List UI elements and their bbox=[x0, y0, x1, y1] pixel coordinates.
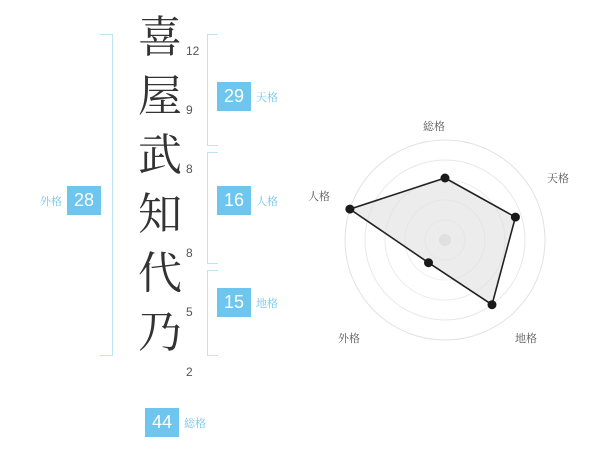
tenkaku-value: 29 bbox=[217, 82, 251, 111]
jinkaku-value: 16 bbox=[217, 186, 251, 215]
radar-axis-label-tenkaku: 天格 bbox=[547, 172, 569, 185]
stroke-count-6: 2 bbox=[186, 365, 193, 379]
jinkaku-label: 人格 bbox=[256, 194, 278, 208]
kanji-char-6: 乃 bbox=[138, 307, 182, 358]
kanji-char-2: 屋 bbox=[138, 71, 182, 122]
stroke-count-5: 5 bbox=[186, 305, 193, 319]
tenkaku-label: 天格 bbox=[256, 90, 278, 104]
stroke-count-3: 8 bbox=[186, 162, 193, 176]
chikaku-badge bbox=[217, 288, 278, 317]
soukaku-label: 総格 bbox=[184, 416, 206, 430]
kanji-char-3: 武 bbox=[138, 130, 182, 181]
gaikaku-value: 28 bbox=[67, 186, 101, 215]
chikaku-label: 地格 bbox=[256, 296, 278, 310]
stroke-count-2: 9 bbox=[186, 103, 193, 117]
kanji-char-5: 代 bbox=[138, 248, 182, 299]
soukaku-value: 44 bbox=[145, 408, 179, 437]
radar-chart bbox=[300, 110, 590, 370]
soukaku-badge bbox=[145, 408, 206, 437]
gaikaku-badge bbox=[40, 186, 101, 215]
stroke-count-4: 8 bbox=[186, 246, 193, 260]
gaikaku-bracket bbox=[100, 34, 113, 356]
jinkaku-badge bbox=[217, 186, 278, 215]
radar-axis-label-jinkaku: 人格 bbox=[308, 190, 330, 203]
radar-axis-label-chikaku: 地格 bbox=[515, 332, 537, 345]
chikaku-value: 15 bbox=[217, 288, 251, 317]
kanji-char-1: 喜 bbox=[138, 12, 182, 63]
gaikaku-label: 外格 bbox=[40, 194, 62, 208]
tenkaku-badge bbox=[217, 82, 278, 111]
stroke-count-1: 12 bbox=[186, 44, 200, 58]
radar-axis-label-gaikaku: 外格 bbox=[338, 332, 360, 345]
radar-axis-label-soukaku: 総格 bbox=[423, 120, 445, 133]
kanji-char-4: 知 bbox=[138, 189, 182, 240]
radar-polygon bbox=[350, 178, 516, 305]
